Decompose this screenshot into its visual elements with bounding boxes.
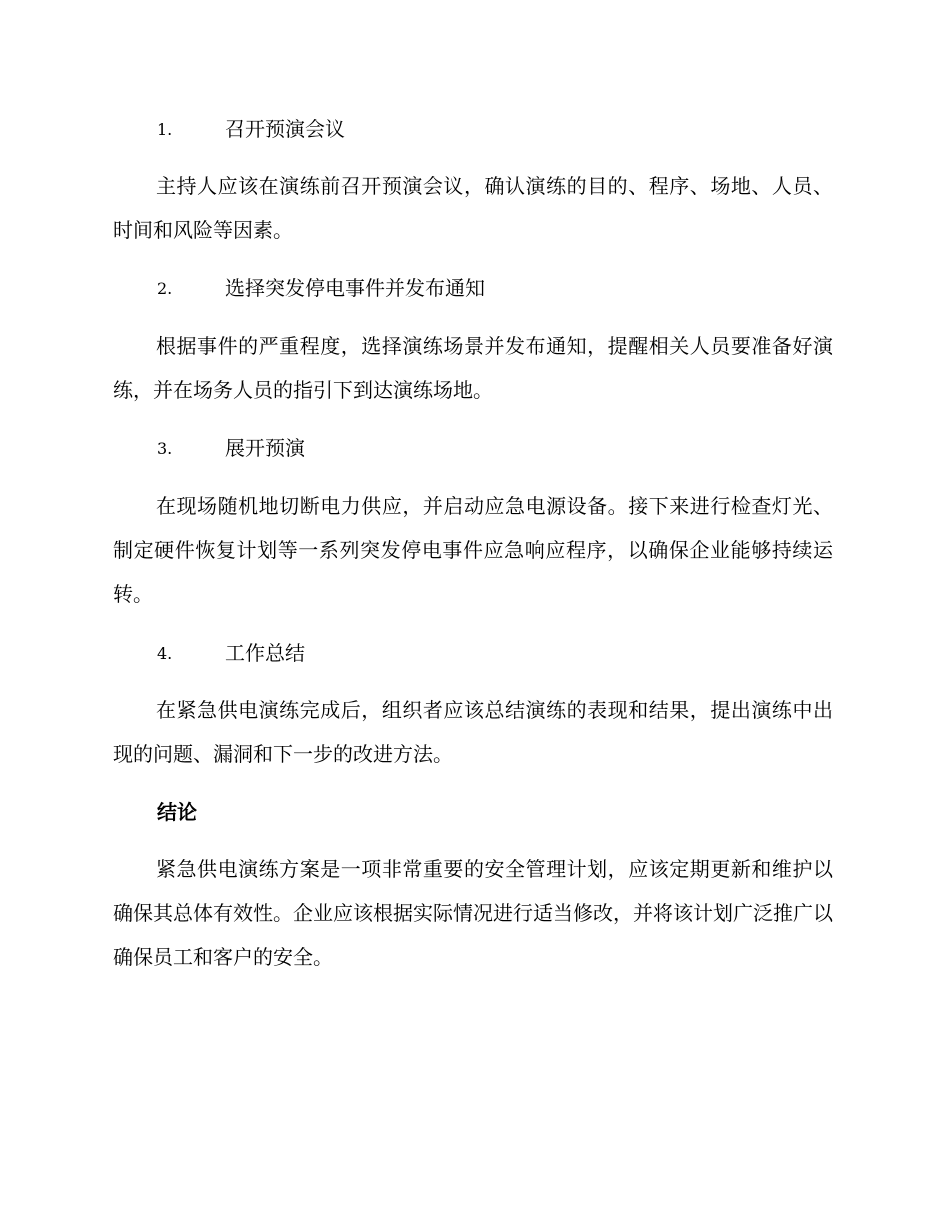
step-number: 2.: [157, 279, 173, 298]
step-number: 1.: [157, 120, 173, 139]
step-heading: [113, 114, 833, 144]
step-body: 在现场随机地切断电力供应，并启动应急电源设备。接下来进行检查灯光、制定硬件恢复计划等一系列突发停电事件应急响应程序，以确保企业能够持续运转。: [113, 494, 833, 606]
step-title: 展开预演: [225, 436, 305, 460]
step-title: 召开预演会议: [225, 117, 345, 141]
step-heading: [113, 433, 833, 463]
step-title: 工作总结: [225, 641, 305, 665]
step-number: 3.: [157, 439, 173, 458]
step-body: 根据事件的严重程度，选择演练场景并发布通知，提醒相关人员要准备好演练，并在场务人员的指引下到达演练场地。: [113, 334, 833, 402]
step-title: 选择突发停电事件并发布通知: [225, 276, 485, 300]
step-heading: [113, 638, 833, 668]
step-body: 主持人应该在演练前召开预演会议，确认演练的目的、程序、场地、人员、时间和风险等因素。: [113, 174, 833, 242]
conclusion-body: 紧急供电演练方案是一项非常重要的安全管理计划，应该定期更新和维护以确保其总体有效性。企业应该根据实际情况进行适当修改，并将该计划广泛推广以确保员工和客户的安全。: [113, 857, 833, 969]
conclusion-heading: 结论: [157, 800, 197, 824]
step-body: 在紧急供电演练完成后，组织者应该总结演练的表现和结果，提出演练中出现的问题、漏洞和下一步的改进方法。: [113, 698, 833, 766]
step-number: 4.: [157, 644, 173, 663]
step-heading: [113, 273, 833, 303]
